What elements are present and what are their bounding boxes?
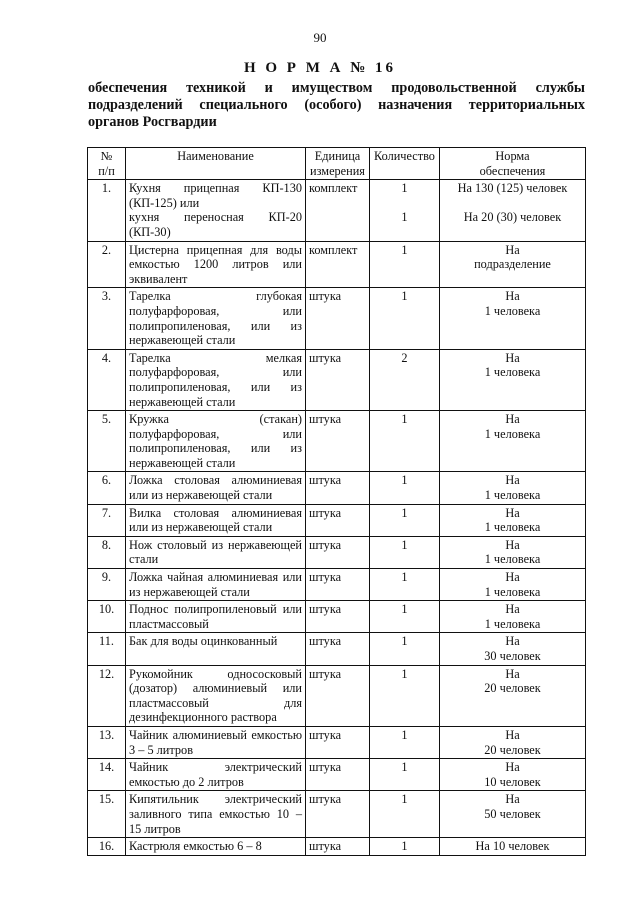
- row-name-line: Кухня прицепная КП-130 (КП-125) или: [129, 181, 302, 210]
- row-unit: штука: [306, 791, 370, 838]
- row-number: 1.: [88, 180, 126, 241]
- row-norm-line: На: [505, 760, 520, 775]
- row-quantity: [370, 349, 440, 410]
- row-quantity-value: 1: [401, 570, 408, 585]
- row-name: [126, 838, 306, 856]
- row-quantity: [370, 633, 440, 665]
- row-norm-line: На: [505, 634, 520, 649]
- row-name-line: Кастрюля емкостью 6 – 8: [129, 839, 262, 854]
- row-norm-line: подразделение: [474, 257, 551, 272]
- table-row: [88, 536, 586, 568]
- row-name: [126, 472, 306, 504]
- row-norm-line: На: [505, 727, 520, 742]
- row-quantity: [370, 504, 440, 536]
- row-norm: [440, 288, 586, 349]
- row-unit: штука: [306, 633, 370, 665]
- row-norm-line: На: [505, 412, 520, 427]
- subtitle-line: органов Росгвардии: [88, 114, 217, 130]
- row-name-line: Поднос полипропиленовый или пластмассовый: [129, 602, 302, 631]
- row-name-line: Кипятильник электрический заливного типа емкостью 10 – 15 литров: [129, 792, 302, 836]
- row-norm: [440, 726, 586, 758]
- row-number: 7.: [88, 504, 126, 536]
- row-quantity: [370, 536, 440, 568]
- row-number: 9.: [88, 569, 126, 601]
- row-name: [126, 504, 306, 536]
- row-quantity-value: 1: [401, 473, 408, 488]
- table-row: [88, 569, 586, 601]
- header-num-line: №: [100, 149, 113, 163]
- row-unit: штука: [306, 838, 370, 856]
- row-norm-line: На: [505, 666, 520, 681]
- row-name: [126, 759, 306, 791]
- row-number: 12.: [88, 665, 126, 726]
- row-name: [126, 411, 306, 472]
- row-quantity: [370, 726, 440, 758]
- table-row: [88, 411, 586, 472]
- row-name-line: Ложка чайная алюминиевая или из нержавеющей стали: [129, 570, 302, 599]
- row-quantity-value: 1: [401, 242, 408, 257]
- header-unit-line: измерения: [310, 163, 365, 178]
- row-unit: комплект: [306, 241, 370, 288]
- row-norm: [440, 536, 586, 568]
- row-name-line: Ложка столовая алюминиевая или из нержавеющей стали: [129, 473, 302, 503]
- row-quantity-value: 1: [401, 289, 408, 304]
- table-row: [88, 180, 586, 241]
- document-title: Н О Р М А № 16: [243, 60, 397, 76]
- row-quantity-value: 1: [401, 666, 408, 681]
- row-quantity: [370, 472, 440, 504]
- row-norm: [440, 241, 586, 288]
- row-norm-line: 1 человека: [484, 303, 541, 318]
- table-row: [88, 349, 586, 410]
- table-row: [88, 633, 586, 665]
- row-number: 3.: [88, 288, 126, 349]
- row-quantity: [370, 665, 440, 726]
- row-norm-line: На 10 человек: [475, 839, 550, 854]
- header-num-line: п/п: [98, 163, 115, 178]
- row-quantity-value: 1: [401, 839, 408, 854]
- row-norm-line: 20 человек: [484, 681, 541, 696]
- row-quantity-value: 1: [401, 727, 408, 742]
- row-name-line: Кружка (стакан) полуфарфоровая, или полипропиленовая, или из нержавеющей стали: [129, 412, 302, 470]
- row-number: 11.: [88, 633, 126, 665]
- row-number: 15.: [88, 791, 126, 838]
- row-name: [126, 288, 306, 349]
- row-norm-line: На: [505, 242, 520, 257]
- row-norm: [440, 411, 586, 472]
- row-number: 8.: [88, 536, 126, 568]
- table-row: [88, 472, 586, 504]
- row-quantity: [370, 759, 440, 791]
- row-norm-line: 1 человека: [484, 616, 541, 631]
- page-number: 90: [313, 30, 327, 45]
- row-name: [126, 180, 306, 241]
- row-name-line: Цистерна прицепная для воды емкостью 1200 литров или эквивалент: [129, 242, 302, 286]
- row-quantity: [370, 791, 440, 838]
- row-name-line: Чайник электрический емкостью до 2 литров: [129, 760, 302, 789]
- row-name: [126, 349, 306, 410]
- header-norm-line: обеспечения: [479, 163, 546, 178]
- row-number: 6.: [88, 472, 126, 504]
- row-unit: штука: [306, 665, 370, 726]
- row-norm-line: 1 человека: [484, 426, 541, 441]
- row-norm: [440, 472, 586, 504]
- row-quantity-value: 1: [401, 602, 408, 617]
- row-name: [126, 726, 306, 758]
- row-name: [126, 536, 306, 568]
- row-name-line: Нож столовый из нержавеющей стали: [129, 537, 302, 567]
- row-norm-line: 1 человека: [484, 584, 541, 599]
- row-norm: [440, 665, 586, 726]
- row-unit: штука: [306, 601, 370, 633]
- row-number: 16.: [88, 838, 126, 856]
- row-name-line: Тарелка мелкая полуфарфоровая, или полипропиленовая, или из нержавеющей стали: [129, 350, 302, 409]
- table-row: [88, 288, 586, 349]
- row-quantity-value: 1: [401, 792, 408, 807]
- header-name: Наименование: [126, 148, 306, 180]
- row-name-line: Тарелка глубокая полуфарфоровая, или полипропиленовая, или из нержавеющей стали: [129, 289, 302, 348]
- row-norm-line: 1 человека: [484, 552, 541, 567]
- row-quantity-value: 1: [401, 181, 408, 196]
- subtitle-line: подразделений специального (особого) назначения территориальных: [88, 97, 585, 113]
- row-norm: [440, 601, 586, 633]
- row-norm: [440, 504, 586, 536]
- subtitle-line: обеспечения техникой и имуществом продовольственной службы: [88, 80, 585, 96]
- row-norm: [440, 838, 586, 856]
- row-norm: [440, 349, 586, 410]
- norm-table: [87, 147, 586, 856]
- row-quantity-value: 1: [401, 209, 408, 224]
- table-row: [88, 241, 586, 288]
- row-norm-line: 30 человек: [484, 649, 541, 663]
- row-norm-line: На 130 (125) человек: [457, 181, 568, 196]
- row-name-line: Чайник алюминиевый емкостью 3 – 5 литров: [129, 727, 302, 757]
- row-norm-line: 50 человек: [484, 806, 541, 821]
- table-row: [88, 791, 586, 838]
- row-norm-line: На: [505, 570, 520, 585]
- row-norm-line: На: [505, 537, 520, 552]
- row-unit: штука: [306, 726, 370, 758]
- row-quantity: [370, 180, 440, 241]
- row-norm: [440, 791, 586, 838]
- table-header-row: [88, 148, 586, 180]
- row-norm-line: 1 человека: [484, 365, 541, 380]
- row-name-line: Вилка столовая алюминиевая или из нержавеющей стали: [129, 505, 302, 535]
- row-norm-line: На 20 (30) человек: [463, 209, 562, 224]
- row-name: [126, 633, 306, 665]
- row-quantity: [370, 411, 440, 472]
- row-number: 10.: [88, 601, 126, 633]
- row-norm: [440, 180, 586, 241]
- row-norm-line: На: [505, 473, 520, 488]
- row-norm-line: 1 человека: [484, 488, 541, 503]
- row-quantity-value: 1: [401, 537, 408, 552]
- row-unit: штука: [306, 536, 370, 568]
- row-number: 13.: [88, 726, 126, 758]
- row-quantity-value: 1: [401, 412, 408, 427]
- document-subtitle: [88, 80, 585, 131]
- row-norm-line: 10 человек: [484, 774, 541, 789]
- row-number: 5.: [88, 411, 126, 472]
- row-norm-line: 20 человек: [484, 742, 541, 757]
- row-quantity-value: 1: [401, 634, 408, 649]
- row-quantity-value: 2: [401, 350, 408, 365]
- row-unit: штука: [306, 504, 370, 536]
- row-norm-line: На: [505, 505, 520, 520]
- row-name-line: Рукомойник однососковый (дозатор) алюминиевый или пластмассовый для дезинфекционного раствора: [129, 666, 302, 725]
- row-norm-line: На: [505, 289, 520, 304]
- row-norm: [440, 759, 586, 791]
- table-row: [88, 601, 586, 633]
- table-row: [88, 759, 586, 791]
- row-unit: комплект: [306, 180, 370, 241]
- row-number: 2.: [88, 241, 126, 288]
- table-row: [88, 504, 586, 536]
- row-name: [126, 791, 306, 838]
- row-norm: [440, 569, 586, 601]
- row-norm-line: На: [505, 602, 520, 617]
- row-quantity: [370, 601, 440, 633]
- header-unit: [306, 148, 370, 180]
- row-number: 14.: [88, 759, 126, 791]
- row-unit: штука: [306, 411, 370, 472]
- header-num: [88, 148, 126, 180]
- row-unit: штука: [306, 349, 370, 410]
- row-norm-line: 1 человека: [484, 520, 541, 535]
- row-number: 4.: [88, 349, 126, 410]
- row-name-line: Бак для воды оцинкованный: [129, 634, 278, 649]
- row-name-line: кухня переносная КП-20 (КП-30): [129, 210, 302, 239]
- table-row: [88, 665, 586, 726]
- row-unit: штука: [306, 288, 370, 349]
- row-norm: [440, 633, 586, 665]
- row-name: [126, 241, 306, 288]
- row-name: [126, 569, 306, 601]
- table-row: [88, 838, 586, 856]
- row-norm-line: На: [505, 792, 520, 807]
- row-unit: штука: [306, 569, 370, 601]
- header-norm-line: Норма: [495, 149, 530, 163]
- row-name: [126, 665, 306, 726]
- table-row: [88, 726, 586, 758]
- row-quantity: [370, 288, 440, 349]
- header-norm: [440, 148, 586, 180]
- row-quantity: [370, 569, 440, 601]
- row-name: [126, 601, 306, 633]
- row-unit: штука: [306, 472, 370, 504]
- row-norm-line: На: [505, 350, 520, 365]
- row-quantity-value: 1: [401, 760, 408, 775]
- row-quantity: [370, 241, 440, 288]
- row-unit: штука: [306, 759, 370, 791]
- header-unit-line: Единица: [314, 149, 361, 163]
- row-quantity-value: 1: [401, 505, 408, 520]
- row-quantity: [370, 838, 440, 856]
- header-qty: Количество: [370, 148, 440, 180]
